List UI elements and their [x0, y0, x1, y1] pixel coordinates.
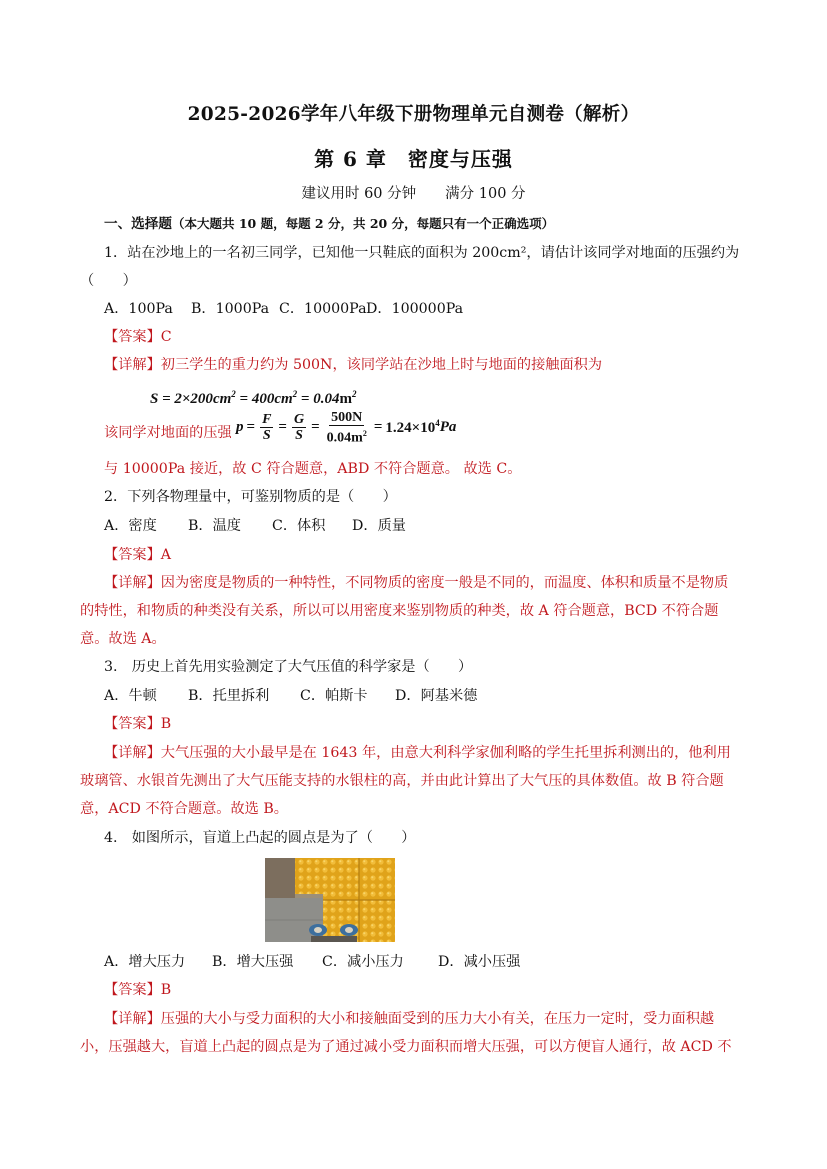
- answer-tag: 【答案】: [104, 547, 161, 563]
- tactile-paving-photo: [265, 858, 395, 942]
- question-2-stem: 2．下列各物理量中，可鉴别物质的是（ ）: [104, 489, 397, 505]
- answer-value: A: [160, 547, 172, 563]
- answer-value: C: [160, 329, 172, 345]
- option-d: D．减小压强: [438, 954, 521, 970]
- question-4-options: [104, 952, 520, 972]
- question-4-answer: [104, 980, 171, 1000]
- question-1-detail: [104, 355, 602, 375]
- option-d: D．阿基米德: [395, 688, 478, 704]
- question-3-answer: [104, 714, 171, 734]
- section-label: 一、选择题: [104, 216, 172, 232]
- option-c: C．帕斯卡: [300, 688, 368, 704]
- question-3-options: [104, 686, 477, 706]
- option-b: B．托里拆利: [188, 688, 270, 704]
- question-4-stem: 4. 如图所示，盲道上凸起的圆点是为了（ ）: [104, 830, 416, 846]
- chapter-title: 第 6 章 密度与压强: [314, 147, 513, 171]
- option-a: A．牛顿: [104, 688, 157, 704]
- detail-text: 大气压强的大小最早是在 1643 年，由意大利科学家伽利略的学生托里拆利测出的，他利用: [160, 745, 731, 761]
- formula-area: $S = 2\times 200cm^2 = 400cm^2 = 0.04m^2$: [150, 389, 357, 407]
- question-2-detail-2: 的特性，和物质的种类没有关系，所以可以用密度来鉴别物质的种类，故 A 符合题意，BCD 不符合题: [80, 603, 719, 619]
- question-2-detail: [104, 573, 728, 593]
- section-heading: [104, 214, 554, 234]
- answer-tag: 【答案】: [104, 716, 161, 732]
- question-2-detail-3: 意。故选 A。: [80, 631, 166, 647]
- question-4-detail: [104, 1009, 714, 1029]
- question-1-detail-2: 该同学对地面的压强: [104, 425, 232, 441]
- question-2-options: [104, 516, 406, 536]
- page-title: 2025-2026学年八年级下册物理单元自测卷（解析）: [187, 104, 640, 125]
- option-b: B．增大压强: [212, 954, 294, 970]
- option-a: A．密度: [104, 518, 157, 534]
- question-1-stem-cont: （ ）: [80, 273, 137, 289]
- option-d: D．质量: [352, 518, 406, 534]
- question-3-detail-2: 玻璃管、水银首先测出了大气压能支持的水银柱的高，并由此计算出了大气压的具体数值。故 B 符合题: [80, 773, 724, 789]
- question-1-stem: 1．站在沙地上的一名初三同学，已知他一只鞋底的面积为 200cm²，请估计该同学对地面的压强约为: [104, 245, 740, 261]
- exam-info: 建议用时 60 分钟 满分 100 分: [301, 186, 526, 202]
- question-3-detail: [104, 743, 731, 763]
- detail-tag: 【详解】: [104, 575, 161, 591]
- option-c: C．10000Pa: [279, 301, 367, 317]
- option-c: C．减小压力: [322, 954, 404, 970]
- formula-pressure: p = $\frac{F}{S}$ = $\frac{G}{S}$ = $\frac{500N}{0.04m^2}$ = $1.24\times 10^4$ Pa: [236, 410, 457, 446]
- question-4-detail-2: 小，压强越大，盲道上凸起的圆点是为了通过减小受力面积而增大压强，可以方便盲人通行，故 ACD 不: [80, 1039, 732, 1055]
- section-note: （本大题共 10 题，每题 2 分，共 20 分，每题只有一个正确选项）: [171, 216, 555, 231]
- option-d: D．100000Pa: [366, 301, 464, 317]
- detail-tag: 【详解】: [104, 745, 161, 761]
- detail-tag: 【详解】: [104, 1011, 161, 1027]
- question-3-stem: 3. 历史上首先用实验测定了大气压值的科学家是（ ）: [104, 659, 473, 675]
- question-1-options: [104, 299, 463, 319]
- question-2-answer: [104, 545, 171, 565]
- option-a: A．增大压力: [104, 954, 186, 970]
- detail-tag: 【详解】: [104, 357, 161, 373]
- detail-text: 初三学生的重力约为 500N，该同学站在沙地上时与地面的接触面积为: [160, 357, 603, 373]
- detail-text: 因为密度是物质的一种特性，不同物质的密度一般是不同的，而温度、体积和质量不是物质: [160, 575, 729, 591]
- question-1-answer: [104, 327, 172, 347]
- answer-tag: 【答案】: [104, 982, 161, 998]
- question-1-detail-3: 与 10000Pa 接近，故 C 符合题意，ABD 不符合题意。 故选 C。: [104, 461, 522, 477]
- answer-value: B: [160, 716, 172, 732]
- option-b: B．温度: [188, 518, 241, 534]
- detail-text: 压强的大小与受力面积的大小和接触面受到的压力大小有关，在压力一定时，受力面积越: [160, 1011, 715, 1027]
- answer-tag: 【答案】: [104, 329, 161, 345]
- option-b: B．1000Pa: [191, 301, 270, 317]
- question-3-detail-3: 意，ACD 不符合题意。故选 B。: [80, 801, 288, 817]
- answer-value: B: [160, 982, 172, 998]
- option-c: C．体积: [272, 518, 326, 534]
- option-a: A．100Pa: [104, 301, 173, 317]
